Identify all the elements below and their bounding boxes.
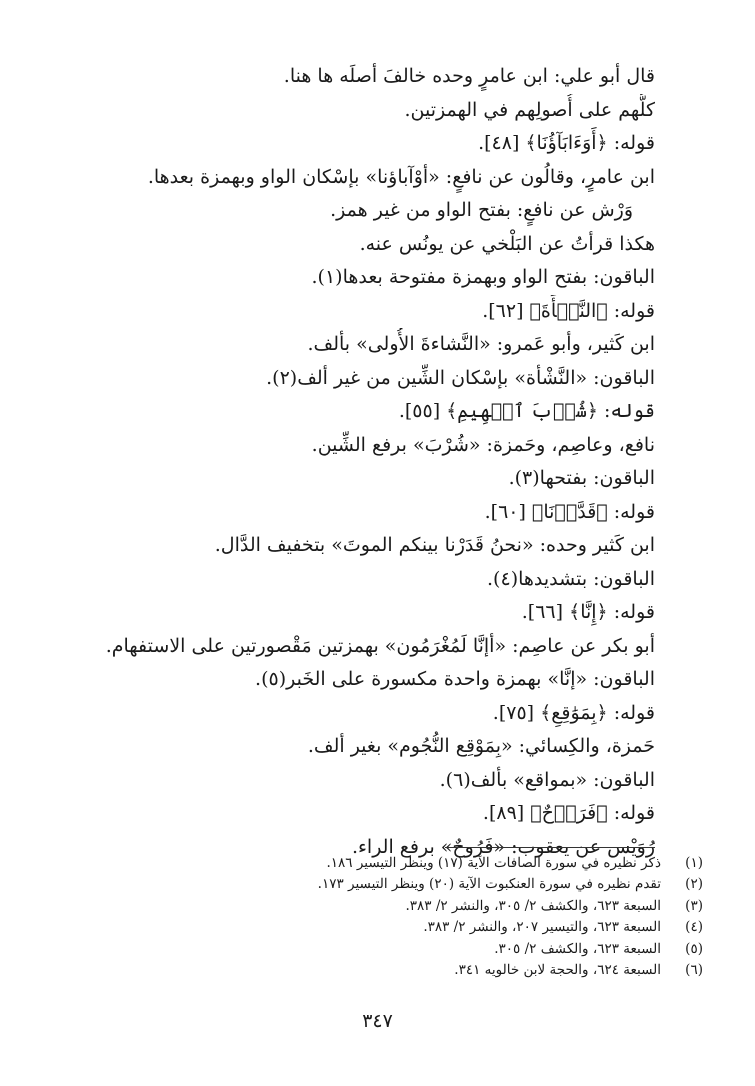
- footnote-text: السبعة ٦٢٣، والكشف ٢/ ٣٠٥، والنشر ٢/ ٣٨٣.: [405, 897, 661, 914]
- text-line: الباقون: «إنَّا» بهمزة واحدة مكسورة على الخَبر(٥).: [255, 668, 655, 690]
- text-line: الباقون: «بمواقع» بألف(٦).: [439, 768, 655, 791]
- footnote-separator: [445, 847, 655, 848]
- text-line: قال أبو علي: ابن عامرٍ وحده خالفَ أصلَه ها هنا.: [283, 65, 655, 87]
- footnote-number: (١): [685, 855, 703, 871]
- text-line: أبو بكر عن عاصِم: «أإنَّا لَمُغْرَمُون» بهمزتين مَقْصورتين على الاستفهام.: [105, 634, 655, 657]
- footnote-text: السبعة ٦٢٣، والكشف ٢/ ٣٠٥.: [494, 940, 661, 957]
- text-line: قوله: ﴿أَوَءَابَآؤُنَا﴾ [٤٨].: [478, 132, 655, 154]
- text-line: كلُّهم على أُصولِهم في الهمزتين.: [404, 98, 655, 121]
- footnote: [143, 939, 703, 960]
- text-line: رُوَيْس عن يعقوب: «فَرُوحٌ» برفع الراء.: [351, 835, 655, 858]
- text-line: ابن كَثير، وأبو عَمرو: «النَّشاءةَ الأُولى» بألف.: [307, 333, 655, 355]
- footnote-number: (٢): [685, 876, 703, 893]
- footnote-number: (٤): [685, 919, 703, 936]
- main-text: [95, 60, 655, 864]
- footnote: [143, 917, 703, 938]
- text-line: هكذا قرأتُ عن البَلْخي عن يونُس عنه.: [359, 232, 655, 255]
- text-line: الباقون: بفتحها(٣).: [508, 467, 655, 489]
- footnote-text: السبعة ٦٢٣، والتيسير ٢٠٧، والنشر ٢/ ٣٨٣.: [423, 919, 661, 936]
- text-line: الباقون: بفتح الواو وبهمزة مفتوحة بعدها(١).: [311, 266, 655, 288]
- page-number: ٣٤٧: [362, 1010, 393, 1032]
- text-line: حَمزة، والكِسائي: «بِمَوْقِع النُّجُوم» بغير ألف.: [307, 735, 655, 757]
- text-line: قوله: ﴿فَرَوۡحٌ﴾ [٨٩].: [482, 802, 655, 824]
- footnote: [143, 896, 703, 917]
- footnote-text: ذكر نظيره في سورة الصافات الآية (١٧) وينظر التيسير ١٨٦.: [326, 855, 661, 871]
- footnotes: [143, 853, 703, 981]
- footnote-text: السبعة ٦٢٤، والحجة لابن خالويه ٣٤١.: [454, 961, 661, 978]
- text-line: قوله: ﴿بِمَوَٰقِعِ﴾ [٧٥].: [492, 701, 655, 724]
- footnote: [143, 960, 703, 981]
- footnote: [143, 874, 703, 895]
- footnote-number: (٦): [685, 961, 703, 978]
- footnote-number: (٥): [685, 940, 703, 957]
- footnote-text: تقدم نظيره في سورة العنكبوت الآية (٢٠) وينظر التيسير ١٧٣.: [317, 876, 661, 893]
- footnote-number: (٣): [685, 897, 703, 914]
- text-line: قوله: ﴿إِنَّا﴾ [٦٦].: [521, 601, 655, 623]
- text-line: ابن كَثير وحده: «نحنُ قَدَرْنا بينكم الموتَ» بتخفيف الدَّال.: [214, 534, 655, 556]
- text-line: قوله: ﴿قَدَّرۡنَا﴾ [٦٠].: [484, 500, 655, 523]
- text-line: قوله: ﴿النَّشۡأَةَ﴾ [٦٢].: [482, 299, 655, 322]
- text-line: ابن عامرٍ، وقالُون عن نافعٍ: «أوْآباؤنا» بإسْكان الواو وبهمزة بعدها.: [147, 165, 655, 188]
- text-line: الباقون: بتشديدها(٤).: [487, 567, 655, 590]
- text-line: وَرْش عن نافعٍ: بفتح الواو من غير همز.: [330, 199, 633, 221]
- footnote: [143, 853, 703, 874]
- text-line: قوله: ﴿شُرۡبَ ٱلۡهِيمِ﴾ [٥٥].: [398, 400, 655, 422]
- text-line: نافع، وعاصِم، وحَمزة: «شُرْبَ» برفع الشِّين.: [311, 433, 655, 456]
- text-line: الباقون: «النَّشْأة» بإسْكان الشِّين من غير ألف(٢).: [266, 366, 655, 389]
